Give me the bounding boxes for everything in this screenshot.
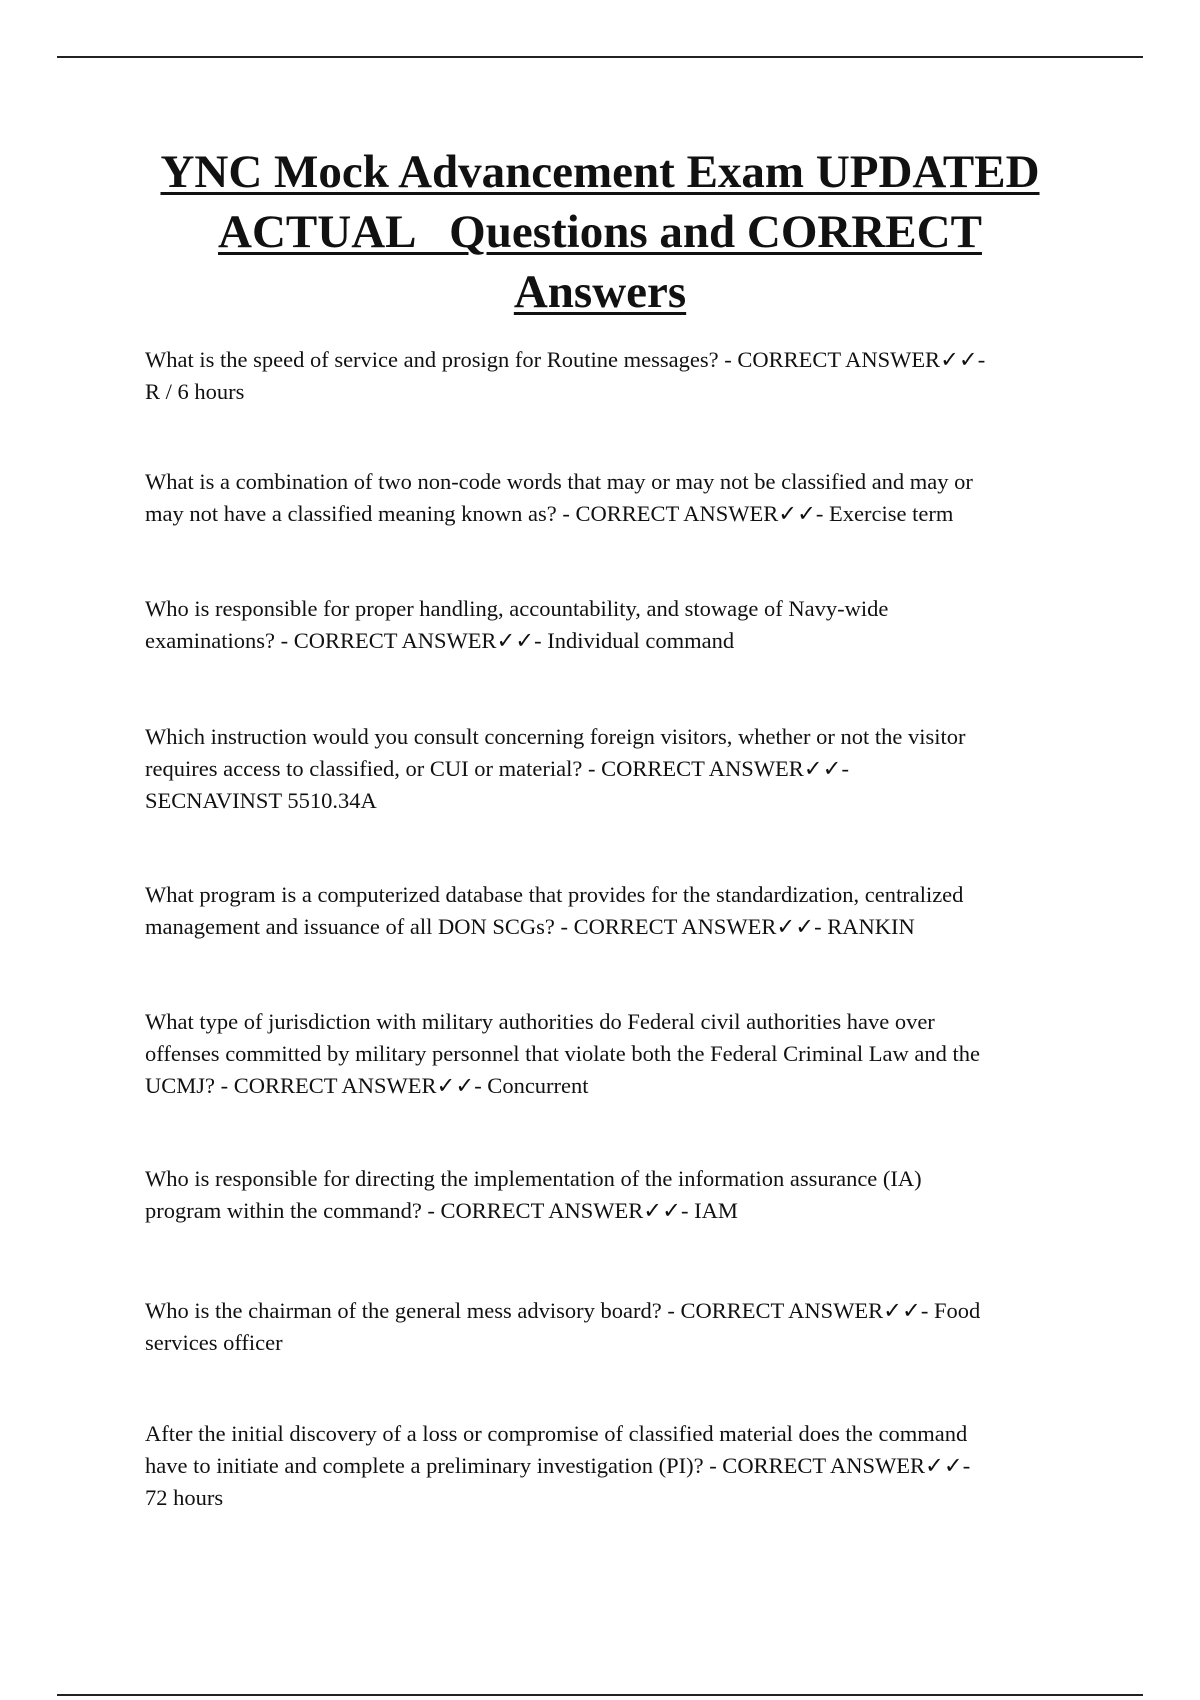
qa-item-1-line-1: What is the speed of service and prosign for Routine messages? - CORRECT ANSWER✓✓- [145,347,986,372]
header-rule [57,56,1143,58]
qa-item-7-line-1: Who is responsible for directing the implementation of the information assurance (IA) [145,1166,922,1191]
qa-item-4 [145,721,1065,817]
qa-item-7-line-2: program within the command? - CORRECT ANSWER✓✓- IAM [145,1198,738,1223]
qa-item-5-line-1: What program is a computerized database that provides for the standardization, centralized [145,882,964,907]
qa-item-9 [145,1418,1065,1514]
qa-item-2-line-1: What is a combination of two non-code words that may or may not be classified and may or [145,469,973,494]
qa-item-2 [145,466,1065,530]
qa-item-6-line-2: offenses committed by military personnel that violate both the Federal Criminal Law and the [145,1041,980,1066]
document-title [120,142,1080,322]
qa-item-1 [145,344,1065,408]
qa-item-3-line-1: Who is responsible for proper handling, accountability, and stowage of Navy-wide [145,596,889,621]
qa-item-2-line-2: may not have a classified meaning known as? - CORRECT ANSWER✓✓- Exercise term [145,501,954,526]
qa-item-4-line-1: Which instruction would you consult concerning foreign visitors, whether or not the visitor [145,724,966,749]
qa-item-9-line-2: have to initiate and complete a preliminary investigation (PI)? - CORRECT ANSWER✓✓- [145,1453,971,1478]
qa-item-6 [145,1006,1065,1102]
qa-item-6-line-1: What type of jurisdiction with military authorities do Federal civil authorities have over [145,1009,935,1034]
qa-item-8 [145,1295,1065,1359]
qa-item-7 [145,1163,1065,1227]
qa-item-3-line-2: examinations? - CORRECT ANSWER✓✓- Individual command [145,628,735,653]
qa-item-1-line-2: R / 6 hours [145,379,245,404]
title-line-1: YNC Mock Advancement Exam UPDATED [160,146,1040,198]
qa-item-3 [145,593,1065,657]
qa-item-6-line-3: UCMJ? - CORRECT ANSWER✓✓- Concurrent [145,1073,589,1098]
qa-item-8-line-2: services officer [145,1330,283,1355]
title-line-2: ACTUAL Questions and CORRECT [218,206,982,258]
qa-item-9-line-1: After the initial discovery of a loss or compromise of classified material does the command [145,1421,968,1446]
qa-item-5 [145,879,1065,943]
qa-item-9-line-3: 72 hours [145,1485,224,1510]
qa-item-4-line-2: requires access to classified, or CUI or material? - CORRECT ANSWER✓✓- [145,756,850,781]
footer-rule [57,1694,1143,1696]
qa-item-4-line-3: SECNAVINST 5510.34A [145,788,377,813]
title-line-3: Answers [513,266,687,318]
qa-item-5-line-2: management and issuance of all DON SCGs? - CORRECT ANSWER✓✓- RANKIN [145,914,915,939]
qa-item-8-line-1: Who is the chairman of the general mess advisory board? - CORRECT ANSWER✓✓- Food [145,1298,981,1323]
